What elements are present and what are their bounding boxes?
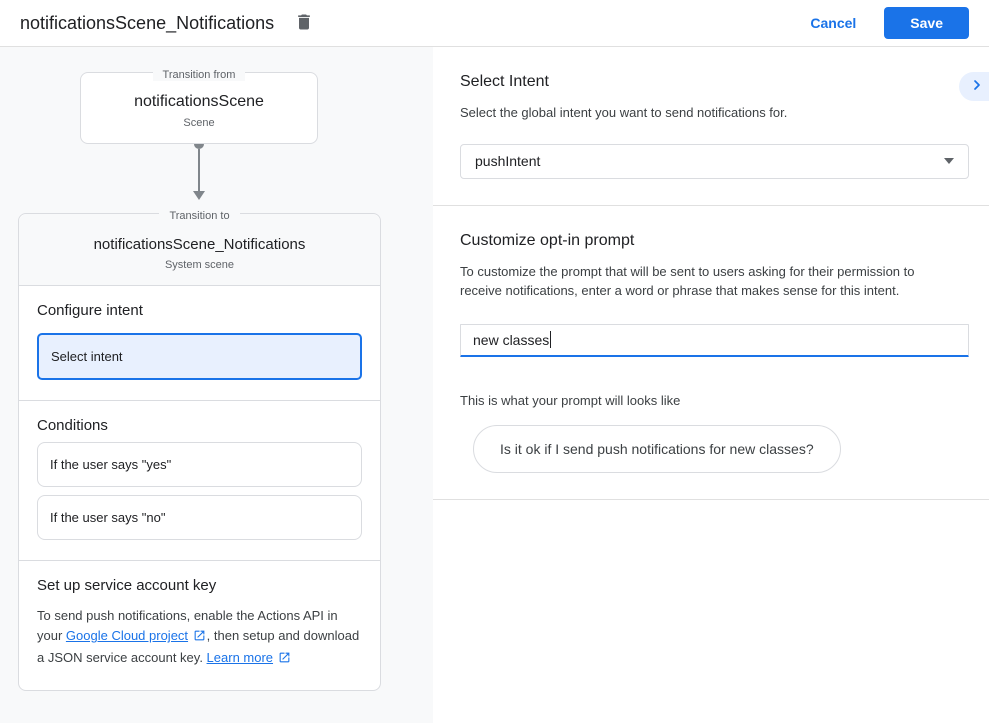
opt-in-phrase-value: new classes (473, 331, 550, 348)
collapse-panel-button[interactable] (959, 72, 989, 101)
to-scene-header (19, 214, 380, 286)
to-scene-name: notificationsScene_Notifications (93, 236, 306, 253)
select-intent-item[interactable]: Select intent (37, 333, 362, 380)
to-scene-type: System scene (164, 259, 235, 271)
intent-select[interactable] (460, 144, 969, 179)
delete-scene-button[interactable] (290, 8, 318, 39)
arrowhead-icon (193, 191, 205, 200)
opt-in-heading: Customize opt-in prompt (460, 231, 635, 249)
service-account-text (37, 606, 362, 670)
prompt-preview-chip: Is it ok if I send push notifications for new classes? (473, 425, 841, 473)
opt-in-phrase-input[interactable] (460, 324, 969, 357)
top-bar (0, 0, 989, 47)
cancel-button[interactable]: Cancel (810, 15, 857, 31)
learn-more-link[interactable]: Learn more (206, 650, 274, 666)
connector-line (198, 149, 200, 191)
external-link-icon (193, 628, 206, 648)
service-text-before: To send push notifications, enable the Actions API in your (37, 608, 338, 644)
transition-from-node[interactable] (80, 69, 318, 144)
text-cursor (550, 331, 551, 348)
conditions-section (19, 401, 380, 561)
chevron-right-icon (969, 77, 985, 96)
conditions-heading: Conditions (37, 417, 108, 434)
condition-item-no[interactable]: If the user says "no" (37, 495, 362, 540)
configure-intent-section (19, 286, 380, 401)
transition-to-legend: Transition to (19, 206, 380, 224)
scene-flow-panel (0, 47, 433, 723)
select-intent-heading: Select Intent (460, 73, 549, 90)
save-button[interactable]: Save (884, 7, 969, 39)
page-title: notificationsScene_Notifications (20, 12, 275, 33)
transition-arrow (80, 144, 318, 200)
from-scene-name: notificationsScene (134, 93, 264, 110)
configure-intent-heading: Configure intent (37, 302, 143, 319)
intent-select-value: pushIntent (475, 153, 541, 170)
empty-section (433, 500, 989, 723)
condition-item-yes[interactable]: If the user says "yes" (37, 442, 362, 487)
service-account-heading: Set up service account key (37, 577, 217, 594)
external-link-icon (278, 650, 291, 670)
opt-in-prompt-section (433, 206, 989, 500)
trash-icon (294, 12, 314, 35)
transition-to-card (18, 210, 381, 691)
main-split (0, 47, 989, 723)
service-text-middle: , then setup and download a JSON service account key. (37, 628, 360, 666)
opt-in-description: To customize the prompt that will be sent to users asking for their permission to receive notifications, enter a word or phrase that makes sense for this intent. (460, 263, 915, 298)
transition-from-legend: Transition from (81, 65, 317, 83)
intent-editor-panel (433, 47, 989, 723)
dropdown-arrow-icon (944, 158, 954, 164)
select-intent-description: Select the global intent you want to send notifications for. (460, 105, 788, 120)
select-intent-section (433, 47, 989, 206)
service-account-section (19, 561, 380, 690)
from-scene-type: Scene (183, 117, 215, 129)
prompt-preview-label: This is what your prompt will looks like (460, 392, 681, 408)
google-cloud-project-link[interactable]: Google Cloud project (65, 628, 189, 644)
